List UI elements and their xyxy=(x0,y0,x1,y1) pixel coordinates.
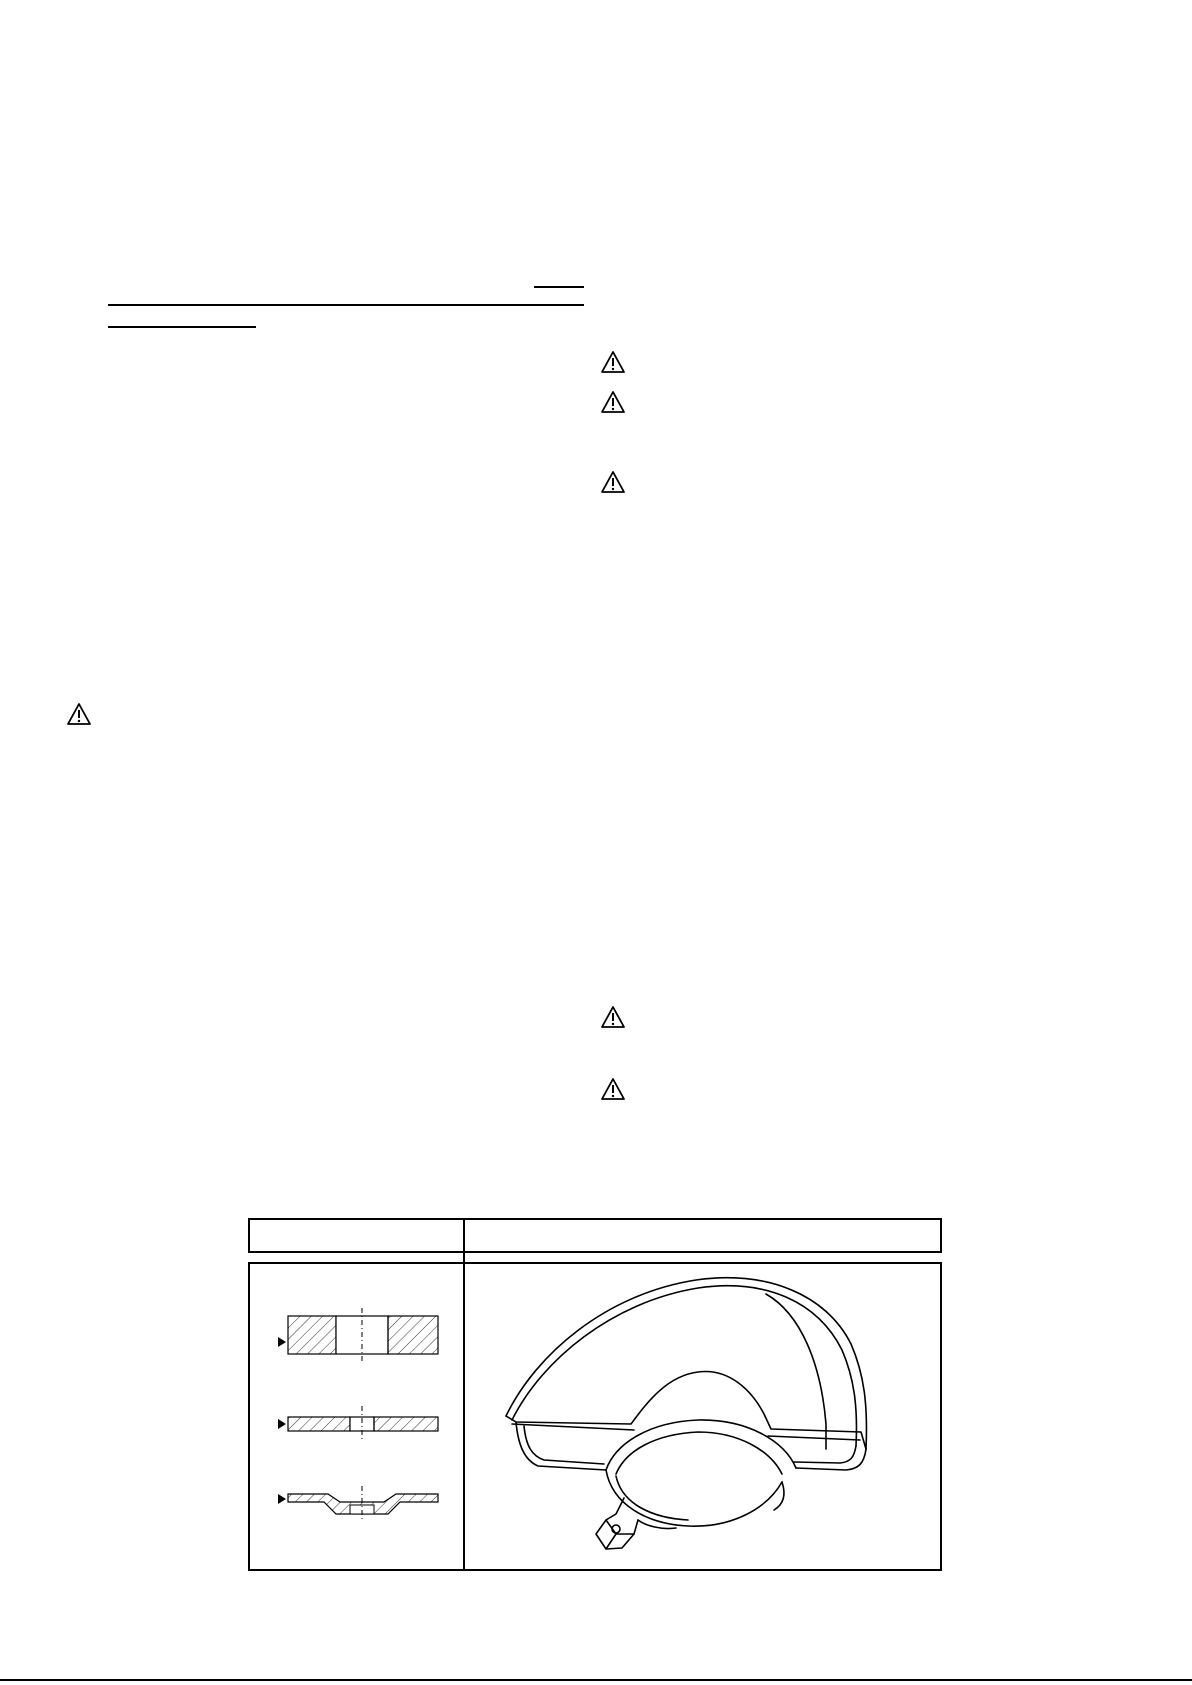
depressed-center-disc xyxy=(278,1486,438,1522)
thin-flat-disc xyxy=(278,1406,438,1442)
underline-line-1 xyxy=(534,286,584,288)
warning-triangle-icon xyxy=(600,1005,626,1029)
warning-triangle-icon xyxy=(600,470,626,494)
warning-triangle-icon xyxy=(600,390,626,414)
wheel-guard-illustration xyxy=(466,1264,940,1569)
table-header-row xyxy=(248,1218,942,1253)
underline-line-2 xyxy=(108,304,584,306)
triangle-marker-icon xyxy=(278,1419,286,1429)
triangle-marker-icon xyxy=(278,1494,286,1504)
underline-line-3 xyxy=(108,326,256,328)
flat-disc xyxy=(278,1308,438,1362)
page-bottom-rule xyxy=(0,1679,1192,1681)
warning-triangle-icon xyxy=(66,702,92,726)
table-column-divider xyxy=(463,1218,465,1264)
disc-cross-sections xyxy=(250,1264,462,1569)
warning-triangle-icon xyxy=(600,1077,626,1101)
table-column-divider xyxy=(463,1262,465,1571)
warning-triangle-icon xyxy=(600,350,626,374)
triangle-marker-icon xyxy=(278,1337,286,1347)
